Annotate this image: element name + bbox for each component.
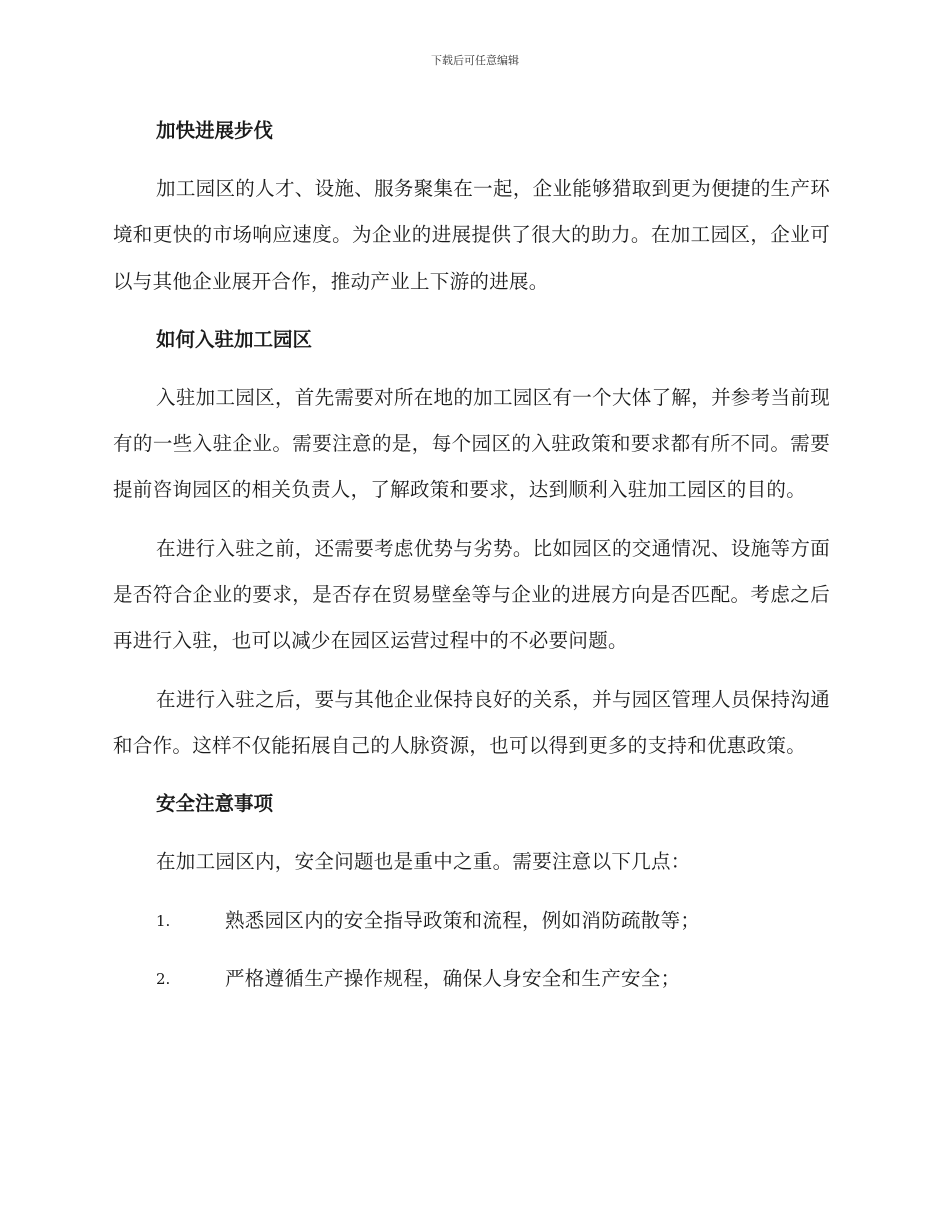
list-number: 1. — [156, 911, 171, 930]
paragraph: 加工园区的人才、设施、服务聚集在一起，企业能够猎取到更为便捷的生产环境和更快的市场响应速度。为企业的进展提供了很大的助力。在加工园区，企业可以与其他企业展开合作，推动产业上下游的进展。 — [113, 177, 830, 293]
list-item — [113, 956, 830, 1002]
document-body — [113, 108, 830, 1002]
list-item — [113, 898, 830, 944]
paragraph: 入驻加工园区，首先需要对所在地的加工园区有一个大体了解，并参考当前现有的一些入驻企业。需要注意的是，每个园区的入驻政策和要求都有所不同。需要提前咨询园区的相关负责人，了解政策和要求，达到顺利入驻加工园区的目的。 — [113, 385, 830, 502]
section-heading: 如何入驻加工园区 — [156, 327, 313, 351]
list-text: 熟悉园区内的安全指导政策和流程，例如消防疏散等； — [225, 908, 701, 932]
list-text: 严格遵循生产操作规程，确保人身安全和生产安全； — [225, 966, 681, 990]
section-heading: 安全注意事项 — [156, 792, 274, 816]
paragraph: 在加工园区内，安全问题也是重中之重。需要注意以下几点： — [156, 850, 691, 874]
section-heading: 加快进展步伐 — [156, 119, 274, 142]
paragraph: 在进行入驻之前，还需要考虑优势与劣势。比如园区的交通情况、设施等方面是否符合企业的要求，是否存在贸易壁垒等与企业的进展方向是否匹配。考虑之后再进行入驻，也可以减少在园区运营过程中的不必要问题。 — [113, 536, 830, 653]
paragraph: 在进行入驻之后，要与其他企业保持良好的关系，并与园区管理人员保持沟通和合作。这样不仅能拓展自己的人脉资源，也可以得到更多的支持和优惠政策。 — [113, 687, 830, 757]
page-header: 下载后可任意编辑 — [431, 54, 519, 67]
list-number: 2. — [156, 969, 171, 988]
